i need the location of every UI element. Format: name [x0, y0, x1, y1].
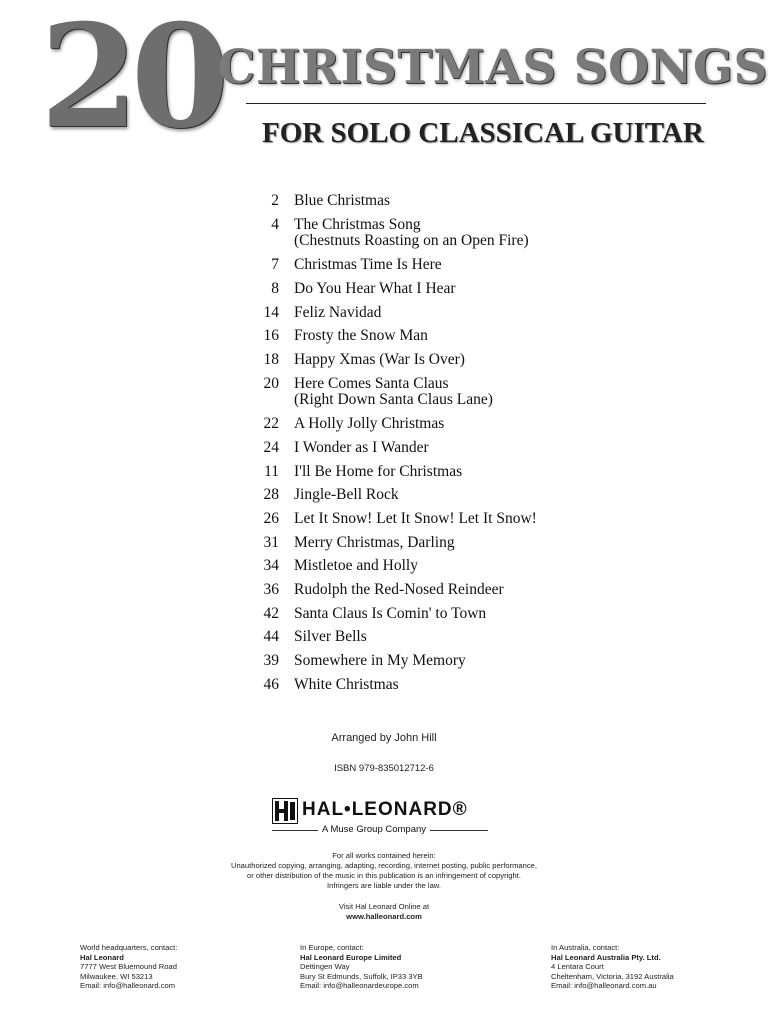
toc-title: The Christmas Song [294, 215, 421, 233]
toc-title: A Holly Jolly Christmas [294, 415, 445, 433]
legal-line: or other distribution of the music in this publication is an infringement of copyright. [247, 871, 521, 880]
toc-title: Santa Claus Is Comin' to Town [294, 604, 487, 622]
toc-title: Somewhere in My Memory [294, 652, 466, 669]
legal-line: Unauthorized copying, arranging, adapting, recording, internet posting, public performance, [230, 861, 538, 870]
toc-entry[interactable] [252, 416, 572, 432]
toc-page-number: 18 [263, 350, 279, 368]
address-org: Hal Leonard Europe Limited [300, 952, 402, 962]
address-email[interactable]: Email: info@halleonardeurope.com [300, 981, 419, 991]
isbn-number: ISBN 979-835012712-6 [334, 763, 434, 774]
toc-title-subtitle: (Chestnuts Roasting on an Open Fire) [294, 231, 529, 249]
toc-title: Merry Christmas, Darling [294, 533, 455, 551]
address-line: 4 Lentara Court [551, 962, 604, 972]
address-label: In Australia, contact: [551, 943, 620, 952]
toc-page-number: 14 [263, 303, 279, 321]
toc-entry[interactable] [252, 305, 572, 321]
toc-entry[interactable] [252, 653, 572, 669]
toc-page-number: 11 [264, 462, 279, 480]
legal-line: For all works contained herein: [332, 851, 436, 860]
visit-online [0, 902, 768, 922]
toc-entry[interactable] [252, 511, 572, 527]
toc-entry[interactable] [252, 376, 572, 408]
toc-page-number: 2 [271, 192, 279, 209]
page-title: CHRISTMAS SONGS [218, 40, 768, 95]
toc-title: Christmas Time Is Here [294, 256, 442, 274]
toc-title: Feliz Navidad [294, 303, 382, 321]
website-link[interactable]: www.halleonard.com [346, 912, 422, 921]
address-line: Cheltenham, Victoria, 3192 Australia [551, 971, 674, 981]
toc-entry[interactable] [252, 677, 572, 693]
address-email[interactable]: Email: info@halleonard.com [80, 981, 176, 991]
publisher-name: HAL•LEONARD® [302, 799, 468, 820]
toc-entry[interactable] [252, 328, 572, 344]
toc-page-number: 42 [263, 604, 279, 622]
toc-title: Mistletoe and Holly [294, 557, 418, 575]
toc-entry[interactable] [252, 629, 572, 645]
toc-entry[interactable] [252, 217, 572, 249]
toc-entry[interactable] [252, 440, 572, 456]
toc-title: White Christmas [294, 675, 399, 693]
page-subtitle: FOR SOLO CLASSICAL GUITAR [262, 117, 704, 149]
toc-title: Happy Xmas (War Is Over) [294, 350, 465, 368]
address-label: In Europe, contact: [300, 943, 364, 952]
visit-text: Visit Hal Leonard Online at [338, 902, 430, 911]
toc-page-number: 16 [263, 327, 279, 345]
title-number: 20 [40, 0, 222, 160]
toc-entry[interactable] [252, 487, 572, 503]
address-block-europe [300, 943, 423, 991]
toc-page-number: 39 [263, 652, 279, 669]
toc-entry[interactable] [252, 281, 572, 297]
table-of-contents [252, 193, 572, 700]
address-email[interactable]: Email: info@halleonard.com.au [551, 981, 657, 991]
address-line: Dettingen Way [300, 962, 350, 972]
address-label: World headquarters, contact: [80, 943, 178, 952]
toc-page-number: 44 [263, 628, 279, 646]
toc-title: Silver Bells [294, 628, 367, 646]
toc-page-number: 36 [263, 580, 279, 598]
hal-leonard-logo-icon [272, 798, 298, 824]
toc-page-number: 46 [263, 675, 279, 693]
toc-title: Jingle-Bell Rock [294, 486, 399, 504]
toc-title: Rudolph the Red-Nosed Reindeer [294, 580, 504, 598]
toc-entry[interactable] [252, 257, 572, 273]
toc-page-number: 31 [263, 533, 279, 551]
toc-entry[interactable] [252, 464, 572, 480]
toc-entry[interactable] [252, 582, 572, 598]
toc-page-number: 34 [263, 557, 279, 575]
address-line: 7777 West Bluemound Road [80, 962, 177, 972]
arranger-credit: Arranged by John Hill [331, 732, 437, 744]
toc-title: Frosty the Snow Man [294, 327, 428, 345]
publisher-logo [272, 797, 496, 843]
toc-entry[interactable] [252, 535, 572, 551]
toc-page-number: 28 [263, 486, 279, 504]
address-org: Hal Leonard [80, 952, 124, 962]
address-org: Hal Leonard Australia Pty. Ltd. [551, 952, 661, 962]
toc-entry[interactable] [252, 352, 572, 368]
address-line: Milwaukee, WI 53213 [80, 971, 153, 981]
toc-title-subtitle: (Right Down Santa Claus Lane) [294, 390, 493, 408]
toc-title: Let It Snow! Let It Snow! Let It Snow! [294, 509, 537, 527]
toc-page-number: 4 [271, 215, 279, 233]
address-block-headquarters [80, 943, 177, 991]
toc-page-number: 24 [263, 438, 279, 456]
toc-title: I Wonder as I Wander [294, 438, 429, 456]
legal-line: Infringers are liable under the law. [327, 881, 441, 890]
toc-title: Do You Hear What I Hear [294, 279, 456, 297]
title-divider [246, 103, 706, 104]
address-block-australia [551, 943, 674, 991]
toc-page-number: 22 [263, 415, 279, 433]
toc-page-number: 20 [263, 374, 279, 392]
toc-title: Blue Christmas [294, 192, 391, 209]
toc-title: I'll Be Home for Christmas [294, 462, 463, 480]
toc-entry[interactable] [252, 606, 572, 622]
toc-page-number: 8 [271, 279, 279, 297]
toc-entry[interactable] [252, 558, 572, 574]
toc-title: Here Comes Santa Claus [294, 374, 449, 392]
toc-page-number: 7 [271, 256, 279, 274]
toc-page-number: 26 [263, 509, 279, 527]
address-line: Bury St Edmunds, Suffolk, IP33 3YB [300, 971, 423, 981]
copyright-notice [0, 851, 768, 891]
publisher-tagline: A Muse Group Company [318, 824, 430, 835]
toc-entry[interactable] [252, 193, 572, 209]
